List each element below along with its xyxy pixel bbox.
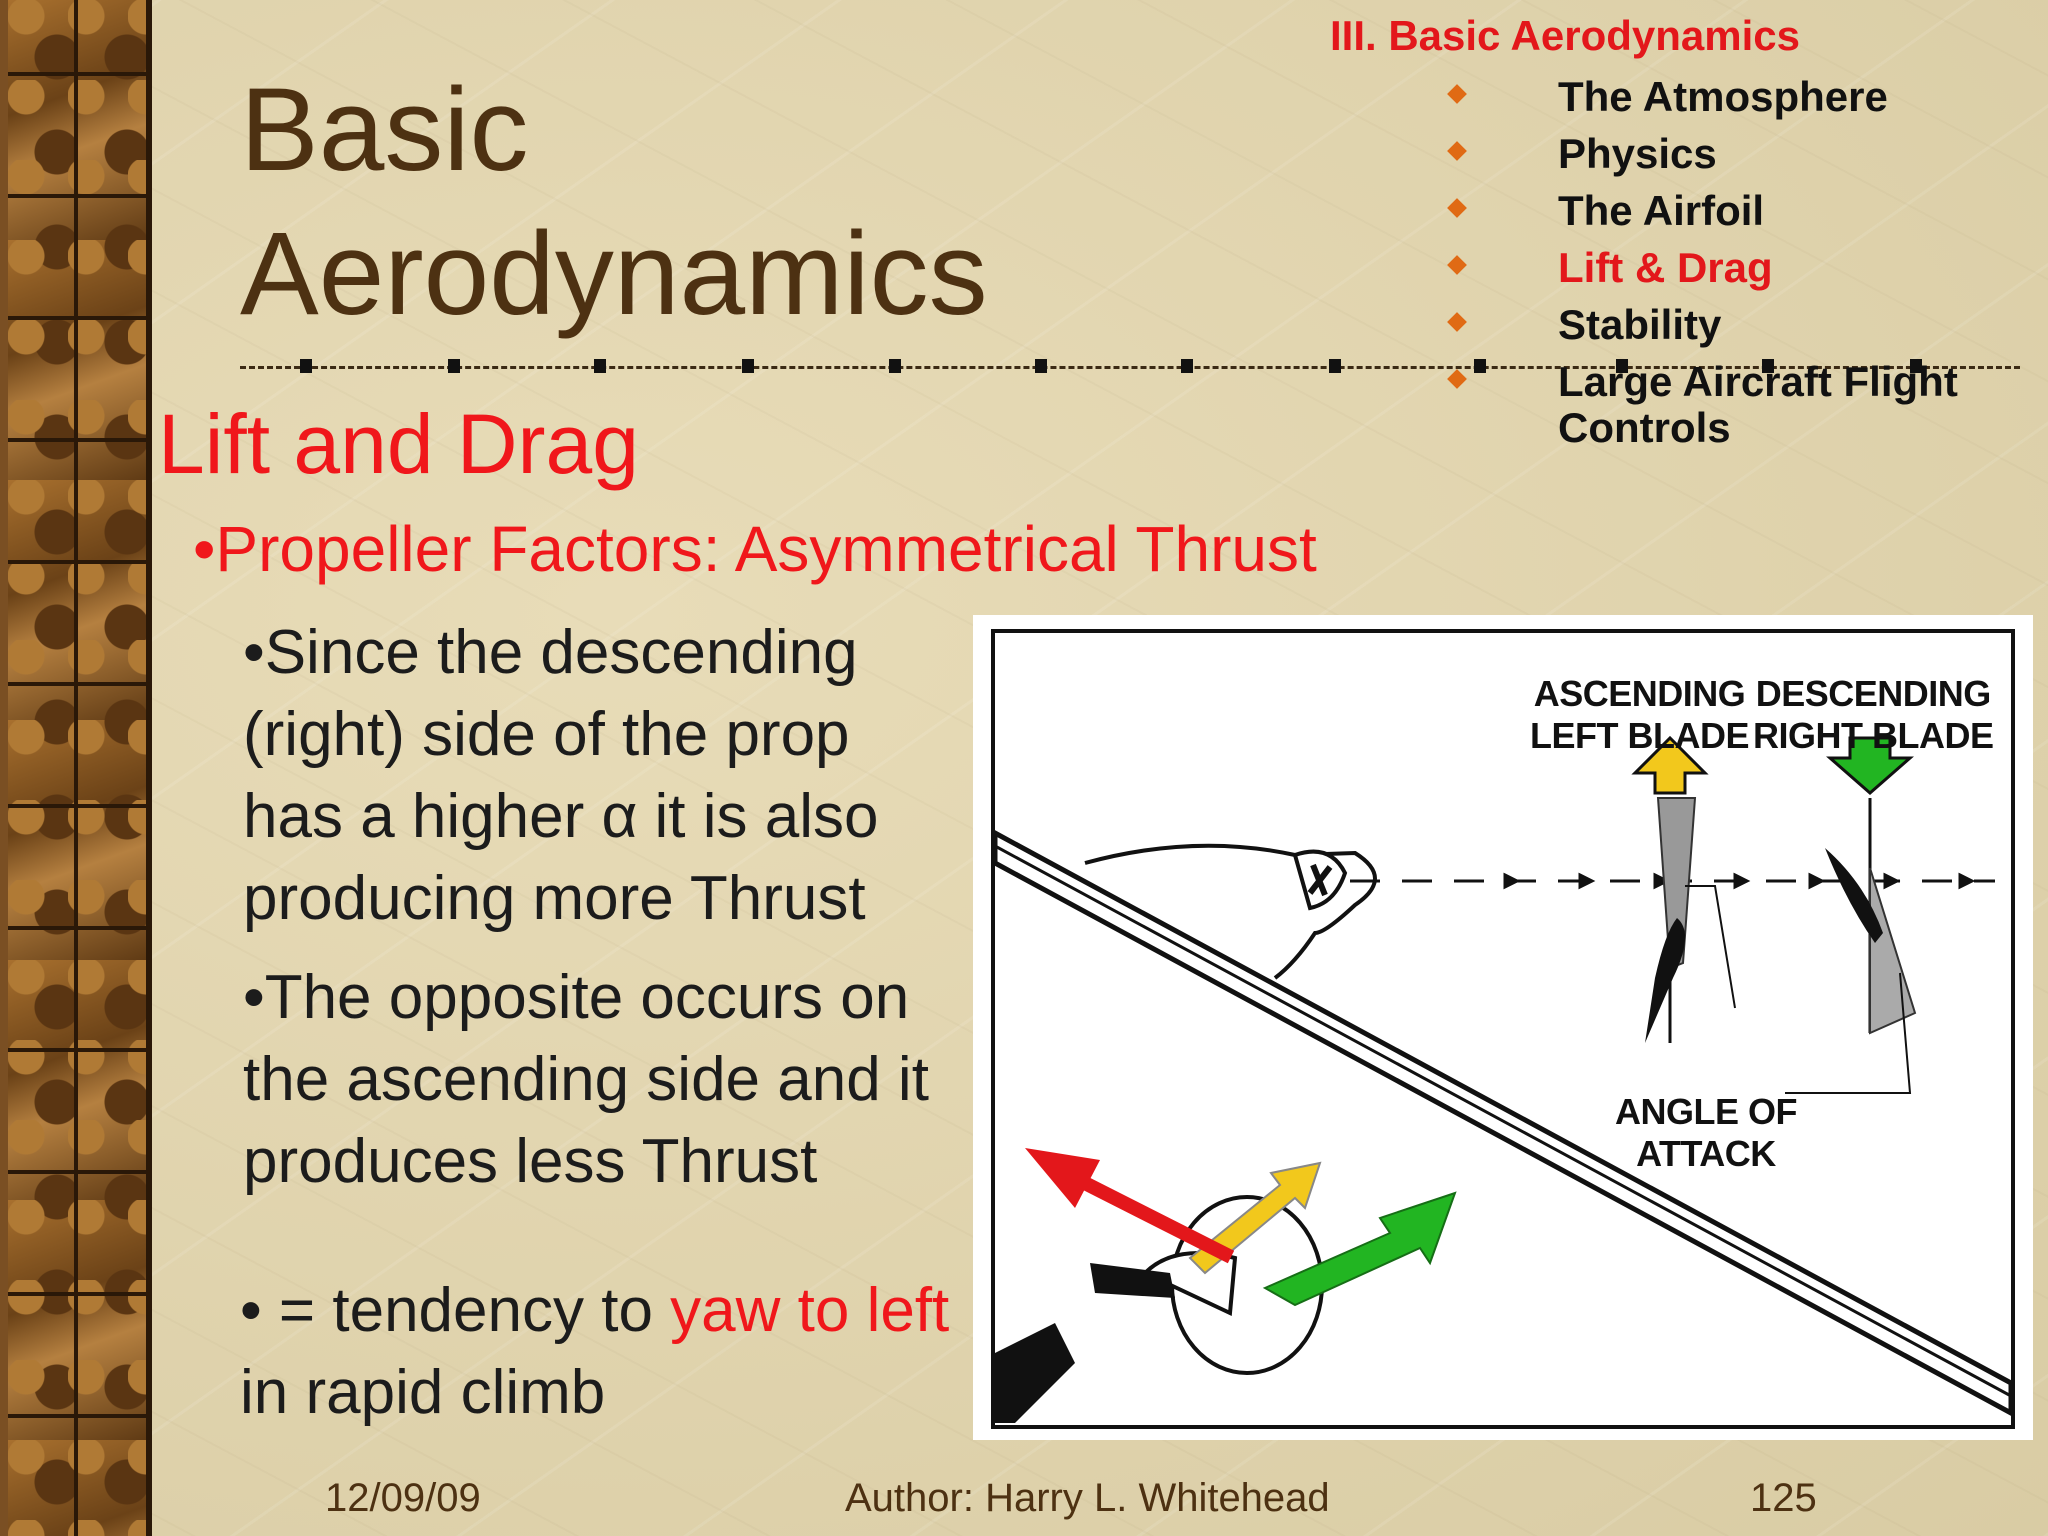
toc-list <box>1450 68 1958 451</box>
right-blade-aoa-wedge <box>1870 868 1915 1033</box>
divider-dot <box>594 359 606 373</box>
toc-item-large-aircraft[interactable]: Large Aircraft Flight Controls <box>1450 353 1958 416</box>
toc-heading: III. Basic Aerodynamics <box>1330 12 1800 59</box>
aoa-leader-left <box>1685 886 1735 1008</box>
propeller-diagram <box>973 615 2033 1440</box>
toc-item-stability[interactable]: Stability <box>1450 296 1958 353</box>
toc-item-atmosphere[interactable]: The Atmosphere <box>1450 68 1958 125</box>
bullet-descending: •Since the descending (right) side of the prop has a higher α it is also producing more Thrust <box>243 618 879 933</box>
table-of-contents <box>1330 12 1958 451</box>
left-blade-icon <box>1645 918 1685 1043</box>
toc-item-physics[interactable]: Physics <box>1450 125 1958 182</box>
footer-page-number: 125 <box>1750 1476 1817 1520</box>
gear-icon <box>995 1323 1075 1423</box>
wing-line <box>995 846 2011 1396</box>
diamond-bullet-icon <box>1447 84 1467 104</box>
diamond-bullet-icon <box>1447 255 1467 275</box>
title-line-2: Aerodynamics <box>240 208 988 340</box>
toc-item-airfoil[interactable]: The Airfoil <box>1450 182 1958 239</box>
angle-of-attack-label: ANGLE OF ATTACK <box>1615 1091 1797 1174</box>
diamond-bullet-icon <box>1447 141 1467 161</box>
bullet-yaw: • = tendency to yaw to left in rapid climb <box>240 1276 950 1427</box>
toc-item-lift-drag[interactable]: Lift & Drag <box>1450 239 1958 296</box>
ascending-blade-label: ASCENDING LEFT BLADE <box>1530 673 1749 756</box>
descending-blade-label: DESCENDING RIGHT BLADE <box>1753 673 1994 756</box>
title-line-1: Basic <box>240 64 529 196</box>
divider-dot <box>1035 359 1047 373</box>
subheading: •Propeller Factors: Asymmetrical Thrust <box>193 513 1317 585</box>
divider-dot <box>742 359 754 373</box>
decorative-border <box>0 0 152 1536</box>
bullet-ascending: •The opposite occurs on the ascending side and it produces less Thrust <box>243 963 929 1196</box>
yaw-arrow-head <box>1025 1148 1100 1208</box>
wing-shape <box>995 833 2011 1413</box>
section-title: Lift and Drag <box>158 397 639 491</box>
divider-dot <box>1181 359 1193 373</box>
footer-author: Author: Harry L. Whitehead <box>845 1476 1330 1520</box>
slide-title <box>240 58 988 346</box>
footer-date: 12/09/09 <box>325 1476 481 1520</box>
diamond-bullet-icon <box>1447 198 1467 218</box>
diamond-bullet-icon <box>1447 312 1467 332</box>
divider-dot <box>889 359 901 373</box>
diamond-bullet-icon <box>1447 369 1467 389</box>
divider-dot <box>448 359 460 373</box>
divider-dot <box>300 359 312 373</box>
diagram-frame <box>991 629 2015 1429</box>
divider-dot <box>1329 359 1341 373</box>
